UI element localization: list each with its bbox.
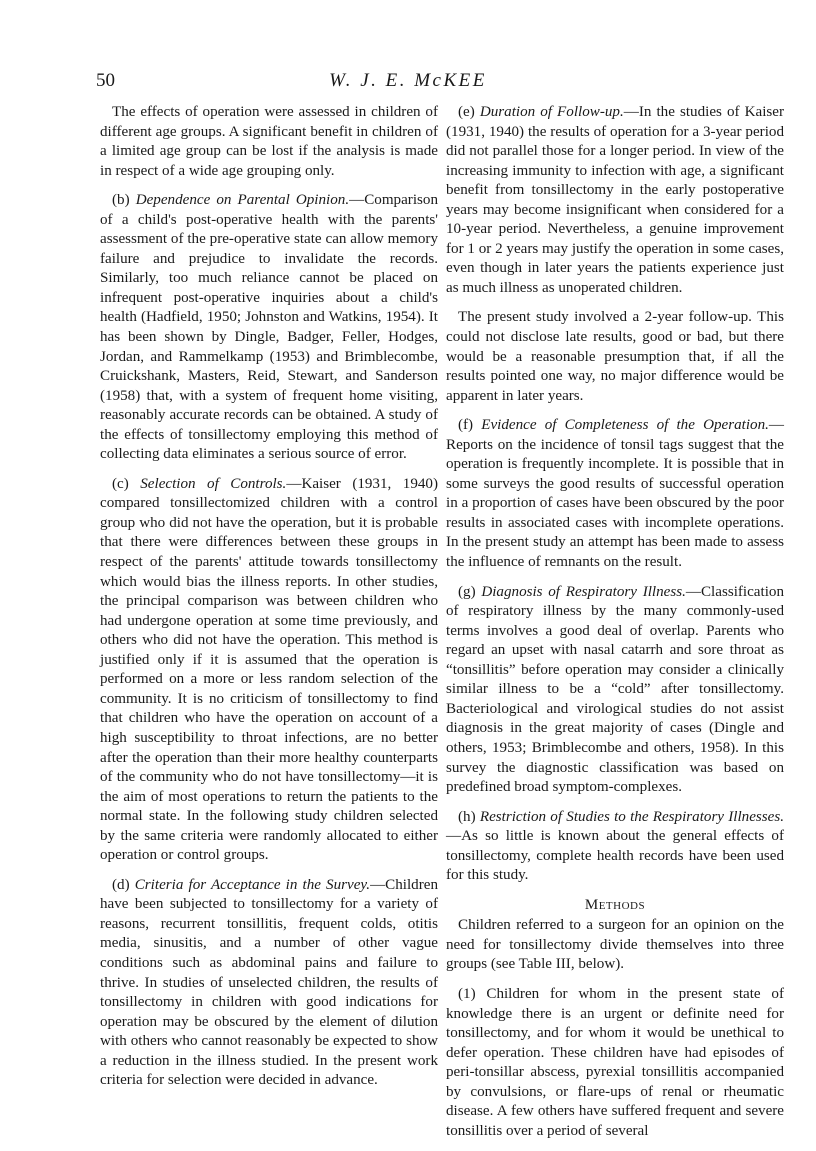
section-b — [100, 191, 438, 465]
section-d-title: Criteria for Acceptance in the Survey. — [134, 876, 371, 893]
section-h — [446, 808, 784, 886]
section-f-text: — Reports on the incidence of tonsil tags suggest that the operation is frequently incomplete. It is possible that in some surveys the good results of successful operation in a proportion of cases have been obscured by the poor results in associated cases with incomplete operations. In the present study an attempt has been made to assess the influence of remnants on the result. — [446, 417, 784, 571]
running-head: W. J. E. McKEE — [329, 70, 487, 91]
right-column — [446, 103, 784, 1151]
section-c-title: Selection of Controls. — [140, 475, 287, 492]
methods-intro: Children referred to a surgeon for an opinion on the need for tonsillectomy divide themselves into three groups (see Table III, below). — [446, 917, 784, 973]
section-d-text: —Children have been subjected to tonsillectomy for a variety of reasons, recurrent tonsillitis, frequent colds, otitis media, sinusitis, and a number of other vague conditions such as abdominal pains and failure to thrive. In studies of unselected children, the results of tonsillectomy in children with good indications for operation may be obscured by the element of dilution with others who cannot reasonably be expected to show a reduction in the illness studied. In the present work criteria for selection were decided in advance. — [100, 876, 438, 1089]
section-g-title: Diagnosis of Respiratory Illness. — [481, 583, 686, 600]
methods-item-1: (1) Children for whom in the present state of knowledge there is an urgent or definite need for tonsillectomy, and for whom it would be unethical to defer operation. These children have had episodes of peri-tonsillar abscess, pyrexial tonsillitis accompanied by convulsions, or flare-ups of renal or rheumatic disease. A few others have suffered frequent and severe tonsillitis over a period of several — [446, 985, 784, 1139]
section-f — [446, 416, 784, 572]
section-c-text: —Kaiser (1931, 1940) compared tonsillectomized children with a control group who did not have the operation, but it is probable that there were differences between these groups in respect of the parents' attitude towards tonsillectomy which would bias the illness reports. In other studies, the principal comparison was between children who had undergone operation at some time previously, and others who did not have the operation. This method is justified only if it is assumed that the operation is performed on a more or less random selection of the community. It is no criticism of tonsillectomy to find that children who have the operation on account of a high susceptibility to throat infections, are no better after the operation than their more healthy counterparts of the community who do not have tonsillectomy—it is the aim of most operations to return the patients to the normal state. In the following study children selected by the same criteria were randomly allocated to either operation or control groups. — [100, 475, 438, 864]
left-column — [100, 103, 438, 1101]
section-h-label: (h) — [458, 808, 476, 825]
section-e — [446, 103, 784, 298]
section-h-title: Restriction of Studies to the Respiratory Illnesses. — [479, 808, 784, 825]
section-d — [100, 876, 438, 1091]
section-f-title: Evidence of Completeness of the Operation. — [481, 417, 769, 434]
section-d-label: (d) — [112, 876, 130, 893]
page-number: 50 — [96, 70, 115, 91]
section-g — [446, 583, 784, 798]
section-b-title: Dependence on Parental Opinion. — [135, 192, 350, 209]
section-e-title: Duration of Follow-up. — [479, 104, 624, 120]
methods-heading: Methods — [584, 896, 646, 913]
section-e-text: —In the studies of Kaiser (1931, 1940) the results of operation for a 3-year period did not parallel those for a longer period. In view of the increasing immunity to infection with age, a significant benefit from tonsillectomy in the early postoperative years may become insignificant when considered for a 10-year period. Nevertheless, a genuine improvement for 1 or 2 years may justify the operation in some cases, even though in later years the patients experience just as much illness as unoperated children. — [446, 104, 784, 296]
section-c — [100, 475, 438, 866]
section-e-followup: The present study involved a 2-year follow-up. This could not disclose late results, good or bad, but there would be a reasonable presumption that, if all the results pointed one way, no major difference would be apparent in later years. — [446, 309, 784, 404]
section-f-label: (f) — [458, 417, 474, 434]
section-h-text: —As so little is known about the general effects of tonsillectomy, complete health records have been used for this study. — [446, 828, 784, 884]
section-e-label: (e) — [458, 104, 475, 120]
section-g-label: (g) — [458, 583, 476, 600]
intro-paragraph: The effects of operation were assessed in children of different age groups. A significant benefit in children of a limited age group can be lost if the analysis is made in respect of a wide age grouping only. — [100, 104, 438, 179]
section-c-label: (c) — [112, 475, 129, 492]
section-b-text: —Comparison of a child's post-operative health with the parents' assessment of the pre-operative state can allow memory failure and prejudice to invalidate the records. Similarly, too much reliance cannot be placed on infrequent post-operative inquiries about a child's health (Hadfield, 1950; Johnston and Watkins, 1954). It has been shown by Dingle, Badger, Feller, Hodges, Jordan, and Rammelkamp (1953) and Brimblecombe, Cruickshank, Masters, Reid, Stewart, and Sanderson (1958) that, with a system of frequent home visiting, reasonably accurate records can be obtained. A study of the effects of tonsillectomy employing this method of collecting data eliminates a serious source of error. — [100, 192, 438, 463]
section-g-text: —Classification of respiratory illness by the many commonly-used terms involves a good deal of overlap. Parents who regard an upset with nasal catarrh and sore throat as “tonsillitis” before operation may consider a clinically similar illness to be a “cold” after tonsillectomy. Bacteriological and virological studies do not assist diagnosis in the great majority of cases (Dingle and others, 1953; Brimblecombe and others, 1958). In this survey the diagnostic classification was based on predefined broad symptom-complexes. — [446, 583, 784, 796]
section-b-label: (b) — [112, 192, 130, 209]
